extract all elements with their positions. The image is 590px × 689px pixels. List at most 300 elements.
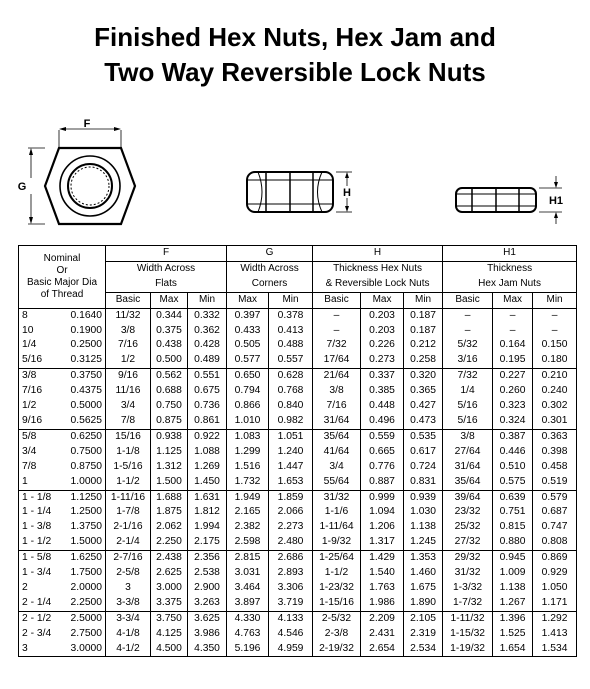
table-cell: 0.929 <box>533 566 577 581</box>
table-cell: 0.945 <box>493 551 533 566</box>
table-cell: 0.519 <box>533 475 577 490</box>
table-cell: 2 - 3/4 <box>19 627 63 642</box>
table-cell: 1.986 <box>361 596 404 611</box>
table-cell: 3/8 <box>443 429 493 444</box>
subheader: Min <box>404 292 443 308</box>
table-cell: 0.413 <box>269 324 313 339</box>
table-cell: 0.982 <box>269 414 313 429</box>
table-cell: 2.815 <box>227 551 269 566</box>
table-cell: 3/4 <box>106 399 151 414</box>
table-row <box>19 460 577 475</box>
table-row <box>19 369 577 384</box>
table-cell: 0.302 <box>533 399 577 414</box>
table-cell: 0.808 <box>533 535 577 550</box>
table-cell: 0.510 <box>493 460 533 475</box>
table-cell: 2.382 <box>227 520 269 535</box>
table-cell: 7/8 <box>106 414 151 429</box>
table-cell: 3/4 <box>19 445 63 460</box>
table-cell: 4.546 <box>269 627 313 642</box>
table-cell: 0.575 <box>493 475 533 490</box>
table-cell: 2-5/8 <box>106 566 151 581</box>
table-cell: 3/4 <box>313 460 361 475</box>
table-cell: 1/4 <box>443 384 493 399</box>
table-cell: 0.489 <box>188 353 227 368</box>
table-cell: 0.794 <box>227 384 269 399</box>
table-cell: 3.464 <box>227 581 269 596</box>
table-cell: 1.890 <box>404 596 443 611</box>
table-cell: 0.650 <box>227 369 269 384</box>
table-cell: 0.164 <box>493 338 533 353</box>
table-cell: 0.227 <box>493 369 533 384</box>
table-cell: 2.209 <box>361 611 404 626</box>
table-cell: 0.187 <box>404 308 443 323</box>
table-cell: 2.105 <box>404 611 443 626</box>
table-cell: 1-1/2 <box>106 475 151 490</box>
table-cell: 1.245 <box>404 535 443 550</box>
table-cell: 0.831 <box>404 475 443 490</box>
table-cell: 0.320 <box>404 369 443 384</box>
table-cell: 3/16 <box>443 353 493 368</box>
table-cell: 0.240 <box>533 384 577 399</box>
nominal-header: Nominal Or Basic Major Dia of Thread <box>19 246 106 309</box>
table-row <box>19 353 577 368</box>
table-row <box>19 505 577 520</box>
table-cell: 0.751 <box>493 505 533 520</box>
table-cell: 0.323 <box>493 399 533 414</box>
table-cell: 0.496 <box>361 414 404 429</box>
table-cell: 2.480 <box>269 535 313 550</box>
table-cell: 1.653 <box>269 475 313 490</box>
dim-label-h1: H1 <box>548 195 564 207</box>
table-cell: 0.7500 <box>70 445 102 457</box>
table-cell: 23/32 <box>443 505 493 520</box>
table-cell: 1.949 <box>227 490 269 505</box>
table-cell: 0.301 <box>533 414 577 429</box>
table-cell: 7/8 <box>19 460 63 475</box>
table-cell: 0.5000 <box>70 400 102 412</box>
table-cell: 31/32 <box>443 566 493 581</box>
table-cell: 3.719 <box>269 596 313 611</box>
table-cell: 2-7/16 <box>106 551 151 566</box>
table-cell: 1-11/64 <box>313 520 361 535</box>
table-cell: 2.0000 <box>70 581 102 593</box>
table-cell: 2.893 <box>269 566 313 581</box>
table-cell: 1.994 <box>188 520 227 535</box>
table-cell: 2 - 1/4 <box>19 596 63 611</box>
table-cell: 3.375 <box>151 596 188 611</box>
table-cell: 1-1/8 <box>106 445 151 460</box>
table-cell: 0.639 <box>493 490 533 505</box>
table-cell: 0.776 <box>361 460 404 475</box>
table-cell: 1.138 <box>493 581 533 596</box>
table-cell: 0.535 <box>404 429 443 444</box>
table-cell: 29/32 <box>443 551 493 566</box>
table-cell: 0.226 <box>361 338 404 353</box>
table-cell: 1-9/32 <box>313 535 361 550</box>
table-cell: 15/16 <box>106 429 151 444</box>
table-cell: 2-1/4 <box>106 535 151 550</box>
table-cell: 9/16 <box>106 369 151 384</box>
table-cell: 1 - 1/8 <box>19 490 63 505</box>
table-cell: 3.625 <box>188 611 227 626</box>
table-cell: 5/16 <box>443 399 493 414</box>
table-cell: 0.446 <box>493 445 533 460</box>
subheader: Min <box>269 292 313 308</box>
table-cell: 1.859 <box>269 490 313 505</box>
table-cell: 1/2 <box>19 399 63 414</box>
table-cell: 5/16 <box>443 414 493 429</box>
table-cell: 1.030 <box>404 505 443 520</box>
table-cell: 3.306 <box>269 581 313 596</box>
table-cell: 7/16 <box>313 399 361 414</box>
table-cell: 0.675 <box>188 384 227 399</box>
col-letter-f: F <box>106 246 227 262</box>
table-cell: 10 <box>19 324 63 339</box>
table-cell: 1.732 <box>227 475 269 490</box>
table-cell: 2.175 <box>188 535 227 550</box>
table-cell: 2-5/32 <box>313 611 361 626</box>
table-cell: 1.138 <box>404 520 443 535</box>
table-cell: 2.438 <box>151 551 188 566</box>
table-cell: 0.747 <box>533 520 577 535</box>
table-cell: 0.628 <box>269 369 313 384</box>
table-body <box>19 308 577 657</box>
table-cell: 1.267 <box>493 596 533 611</box>
table-cell: – <box>443 324 493 339</box>
table-cell: 1 - 1/4 <box>19 505 63 520</box>
table-cell: 0.736 <box>188 399 227 414</box>
table-cell: 31/32 <box>313 490 361 505</box>
table-cell: – <box>493 324 533 339</box>
table-cell: 0.397 <box>227 308 269 323</box>
table-cell: 2.534 <box>404 642 443 657</box>
table-cell: 0.4375 <box>70 385 102 397</box>
table-cell: 1.7500 <box>70 567 102 579</box>
table-cell: 3/8 <box>106 324 151 339</box>
table-cell: 1 <box>19 475 63 490</box>
table-cell: 0.324 <box>493 414 533 429</box>
table-row <box>19 642 577 657</box>
table-cell: 0.273 <box>361 353 404 368</box>
table-cell: 0.387 <box>493 429 533 444</box>
table-cell: 1-15/16 <box>313 596 361 611</box>
table-cell: 0.337 <box>361 369 404 384</box>
table-cell: 2 <box>19 581 63 596</box>
table-cell: – <box>313 324 361 339</box>
table-cell: 1.654 <box>493 642 533 657</box>
table-cell: 5/32 <box>443 338 493 353</box>
subheader: Max <box>361 292 404 308</box>
table-cell: 0.724 <box>404 460 443 475</box>
table-cell: 0.2500 <box>70 339 102 351</box>
subheader: Min <box>188 292 227 308</box>
table-cell: 4.330 <box>227 611 269 626</box>
table-cell: 17/64 <box>313 353 361 368</box>
table-row <box>19 414 577 429</box>
table-cell: 2.165 <box>227 505 269 520</box>
table-cell: 1.812 <box>188 505 227 520</box>
table-cell: 1.083 <box>227 429 269 444</box>
table-cell: 0.938 <box>151 429 188 444</box>
table-cell: 1-11/32 <box>443 611 493 626</box>
table-cell: 1/4 <box>19 338 63 353</box>
table-cell: 4.763 <box>227 627 269 642</box>
table-cell: 1.292 <box>533 611 577 626</box>
table-cell: 3 <box>106 581 151 596</box>
table-row <box>19 566 577 581</box>
table-cell: 39/64 <box>443 490 493 505</box>
table-cell: 0.939 <box>404 490 443 505</box>
table-cell: 0.5625 <box>63 414 106 429</box>
table-cell: 1-3/32 <box>443 581 493 596</box>
table-cell: 0.212 <box>404 338 443 353</box>
table-cell: 1.050 <box>533 581 577 596</box>
table-cell: 5/8 <box>19 429 63 444</box>
table-cell: 0.180 <box>533 353 577 368</box>
subheader: Max <box>227 292 269 308</box>
table-cell: 2-1/16 <box>106 520 151 535</box>
table-cell: 1.269 <box>188 460 227 475</box>
table-row <box>19 551 577 566</box>
table-cell: 1.631 <box>188 490 227 505</box>
table-cell: 1.317 <box>361 535 404 550</box>
table-cell: 0.458 <box>533 460 577 475</box>
table-cell: 0.363 <box>533 429 577 444</box>
subheader: Basic <box>106 292 151 308</box>
table-cell: 0.258 <box>404 353 443 368</box>
table-cell: 0.473 <box>404 414 443 429</box>
table-cell: 0.210 <box>533 369 577 384</box>
page-title-line-2: Two Way Reversible Lock Nuts <box>104 57 486 87</box>
table-cell: 1.1250 <box>70 491 102 503</box>
table-cell: 8 <box>19 308 63 323</box>
table-cell: 1.088 <box>188 445 227 460</box>
table-cell: 1 - 1/2 <box>19 535 63 550</box>
table-cell: 0.875 <box>151 414 188 429</box>
table-cell: 2-19/32 <box>313 642 361 657</box>
table-cell: 2.356 <box>188 551 227 566</box>
table-cell: 1-5/16 <box>106 460 151 475</box>
table-cell: 1.125 <box>151 445 188 460</box>
table-cell: 0.665 <box>361 445 404 460</box>
table-cell: 1.0000 <box>63 475 106 490</box>
table-cell: 7/16 <box>106 338 151 353</box>
table-cell: 2.273 <box>269 520 313 535</box>
table-cell: 0.428 <box>188 338 227 353</box>
table-cell: 1.171 <box>533 596 577 611</box>
table-cell: 3.263 <box>188 596 227 611</box>
table-cell: 2-3/8 <box>313 627 361 642</box>
table-cell: 0.365 <box>404 384 443 399</box>
table-cell: 7/32 <box>313 338 361 353</box>
table-cell: 0.195 <box>493 353 533 368</box>
subheader: Min <box>533 292 577 308</box>
table-cell: 2.538 <box>188 566 227 581</box>
table-cell: 4.133 <box>269 611 313 626</box>
table-cell: 2.7500 <box>70 627 102 639</box>
table-cell: 3 <box>19 642 63 657</box>
table-cell: 0.203 <box>361 308 404 323</box>
table-cell: 0.8750 <box>70 460 102 472</box>
dim-label-g: G <box>17 181 27 193</box>
table-cell: 1.5000 <box>63 535 106 550</box>
table-cell: 1.051 <box>269 429 313 444</box>
table-cell: – <box>533 308 577 323</box>
table-row <box>19 399 577 414</box>
table-cell: 0.398 <box>533 445 577 460</box>
table-cell: 3.000 <box>151 581 188 596</box>
table-cell: 0.922 <box>188 429 227 444</box>
table-cell: 27/64 <box>443 445 493 460</box>
table-row <box>19 338 577 353</box>
table-cell: 0.880 <box>493 535 533 550</box>
table-cell: 0.187 <box>404 324 443 339</box>
table-cell: 0.768 <box>269 384 313 399</box>
hex-jam-nut-side-view <box>456 176 562 224</box>
hex-nut-top-view <box>28 127 135 224</box>
table-cell: 0.579 <box>533 490 577 505</box>
table-cell: 1.534 <box>533 642 577 657</box>
dimensions-table <box>18 245 577 657</box>
table-cell: 1-11/16 <box>106 490 151 505</box>
col-letter-h: H <box>313 246 443 262</box>
table-cell: 0.500 <box>151 353 188 368</box>
table-cell: 31/64 <box>313 414 361 429</box>
table-cell: 0.577 <box>227 353 269 368</box>
col-letter-g: G <box>227 246 313 262</box>
table-cell: 0.999 <box>361 490 404 505</box>
table-cell: 2.598 <box>227 535 269 550</box>
subheader: Max <box>493 292 533 308</box>
table-cell: 1.413 <box>533 627 577 642</box>
table-cell: 7/16 <box>19 384 63 399</box>
table-cell: 0.557 <box>269 353 313 368</box>
table-cell: 0.6250 <box>70 430 102 442</box>
table-cell: 1.240 <box>269 445 313 460</box>
table-cell: 3.0000 <box>63 642 106 657</box>
table-cell: 1 - 5/8 <box>19 551 63 566</box>
table-cell: 1.450 <box>188 475 227 490</box>
table-cell: 9/16 <box>19 414 63 429</box>
table-cell: 1.675 <box>404 581 443 596</box>
table-cell: 3.750 <box>151 611 188 626</box>
table-cell: 0.551 <box>188 369 227 384</box>
col-letter-h1: H1 <box>443 246 577 262</box>
table-cell: 1.353 <box>404 551 443 566</box>
table-cell: 0.1900 <box>70 324 102 336</box>
table-row <box>19 445 577 460</box>
table-cell: 0.375 <box>151 324 188 339</box>
table-cell: 0.505 <box>227 338 269 353</box>
table-cell: 0.203 <box>361 324 404 339</box>
subheader: Basic <box>313 292 361 308</box>
table-cell: 11/16 <box>106 384 151 399</box>
table-cell: 2.5000 <box>70 612 102 624</box>
table-cell: 1.2500 <box>70 506 102 518</box>
table-cell: 0.427 <box>404 399 443 414</box>
table-cell: 1.010 <box>227 414 269 429</box>
table-cell: 31/64 <box>443 460 493 475</box>
table-cell: 0.687 <box>533 505 577 520</box>
table-cell: 4.125 <box>151 627 188 642</box>
table-cell: – <box>443 308 493 323</box>
table-cell: 2.062 <box>151 520 188 535</box>
table-cell: 0.869 <box>533 551 577 566</box>
table-cell: 7/32 <box>443 369 493 384</box>
table-cell: 5/16 <box>19 353 63 368</box>
table-cell: 4.959 <box>269 642 313 657</box>
subheader: Basic <box>443 292 493 308</box>
table-row <box>19 520 577 535</box>
table-cell: 3.031 <box>227 566 269 581</box>
subheader: Max <box>151 292 188 308</box>
table-cell: 4.500 <box>151 642 188 657</box>
table-cell: 0.559 <box>361 429 404 444</box>
table-cell: 0.887 <box>361 475 404 490</box>
group-title-h: Thickness Hex Nuts & Reversible Lock Nuts <box>313 261 443 292</box>
table-row <box>19 308 577 323</box>
table-cell: 1/2 <box>106 353 151 368</box>
table-cell: 0.488 <box>269 338 313 353</box>
table-cell: 1.312 <box>151 460 188 475</box>
table-cell: 1.206 <box>361 520 404 535</box>
dim-label-h: H <box>343 187 351 199</box>
table-cell: 1 - 3/4 <box>19 566 63 581</box>
table-cell: 3/8 <box>19 369 63 384</box>
table-cell: 1.516 <box>227 460 269 475</box>
table-row <box>19 535 577 550</box>
table-cell: 35/64 <box>313 429 361 444</box>
table-cell: 2.654 <box>361 642 404 657</box>
table-cell: 0.362 <box>188 324 227 339</box>
table-cell: 2.900 <box>188 581 227 596</box>
table-cell: 21/64 <box>313 369 361 384</box>
table-cell: 0.332 <box>188 308 227 323</box>
table-cell: 4-1/8 <box>106 627 151 642</box>
table-cell: 1.763 <box>361 581 404 596</box>
table-cell: 1 - 3/8 <box>19 520 63 535</box>
table-cell: 5.196 <box>227 642 269 657</box>
table-row <box>19 384 577 399</box>
table-cell: 0.150 <box>533 338 577 353</box>
table-cell: 1-1/2 <box>313 566 361 581</box>
table-cell: – <box>533 324 577 339</box>
table-cell: 0.562 <box>151 369 188 384</box>
table-cell: 2.686 <box>269 551 313 566</box>
table-cell: 1.500 <box>151 475 188 490</box>
page-title-line-1: Finished Hex Nuts, Hex Jam and <box>94 22 496 52</box>
table-cell: 0.3750 <box>70 370 102 382</box>
group-title-f: Width Across Flats <box>106 261 227 292</box>
table-cell: 1.525 <box>493 627 533 642</box>
table-cell: 1.396 <box>493 611 533 626</box>
table-cell: 3/8 <box>313 384 361 399</box>
table-cell: 0.438 <box>151 338 188 353</box>
nut-diagrams <box>0 0 590 245</box>
table-cell: 1.429 <box>361 551 404 566</box>
table-row <box>19 611 577 626</box>
dim-label-f: F <box>83 118 91 130</box>
table-cell: 3.986 <box>188 627 227 642</box>
table-cell: 1.460 <box>404 566 443 581</box>
table-cell: 2.2500 <box>63 596 106 611</box>
table-cell: 25/32 <box>443 520 493 535</box>
table-row <box>19 596 577 611</box>
table-cell: 0.385 <box>361 384 404 399</box>
table-cell: 1.094 <box>361 505 404 520</box>
table-cell: 1.009 <box>493 566 533 581</box>
table-cell: 0.840 <box>269 399 313 414</box>
